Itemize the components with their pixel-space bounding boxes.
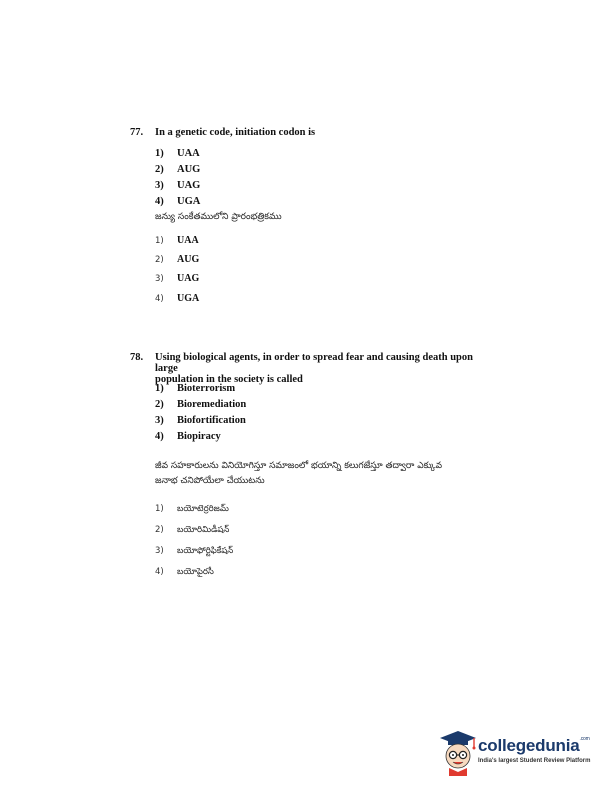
option-2: 2) AUG <box>155 164 201 175</box>
telugu-option-4: 4) బయోపైరసీ <box>155 567 214 577</box>
option-3: 3) UAG <box>155 180 201 191</box>
telugu-option-2: 2) బయోరిమిడీషన్ <box>155 525 230 535</box>
question-number: 78. <box>130 352 144 363</box>
telugu-question-text-line1: జీవ సహకారులను వినియోగిస్తూ సమాజంలో భయాన్ని కలుగజేస్తూ తద్వారా ఎక్కువ <box>155 461 443 471</box>
telugu-option-2: 2) AUG <box>155 254 200 265</box>
logo-wordmark: collegedunia$^{.com}$ <box>478 736 590 755</box>
option-2: 2) Bioremediation <box>155 399 247 410</box>
option-3: 3) Biofortification <box>155 415 246 426</box>
telugu-option-4: 4) UGA <box>155 293 200 304</box>
question-text: In a genetic code, initiation codon is <box>155 127 316 138</box>
option-1: 1) Bioterrorism <box>155 383 236 394</box>
telugu-option-1: 1) UAA <box>155 235 199 246</box>
question-text: Using biological agents, in order to spread fear and causing death upon large population in the society is called <box>155 352 473 385</box>
option-1: 1) UAA <box>155 148 200 159</box>
telugu-option-1: 1) బయోటెర్రరిజమ్ <box>155 504 229 514</box>
telugu-option-3: 3) UAG <box>155 273 200 284</box>
graduate-mascot-icon <box>438 730 478 776</box>
logo-tagline: India's largest Student Review Platform <box>478 758 591 764</box>
telugu-question-text: జన్యు సంకేతములోని ప్రారంభత్రికము <box>155 212 282 222</box>
telugu-option-3: 3) బయోఫోర్టిఫికేషన్ <box>155 546 234 556</box>
question-number: 77. <box>130 127 144 138</box>
option-4: 4) UGA <box>155 196 201 207</box>
telugu-question-text-line2: జనాభ చనిపోయేలా చేయుటను <box>155 476 265 486</box>
option-4: 4) Biopiracy <box>155 431 221 442</box>
collegedunia-logo[interactable] <box>438 728 598 778</box>
